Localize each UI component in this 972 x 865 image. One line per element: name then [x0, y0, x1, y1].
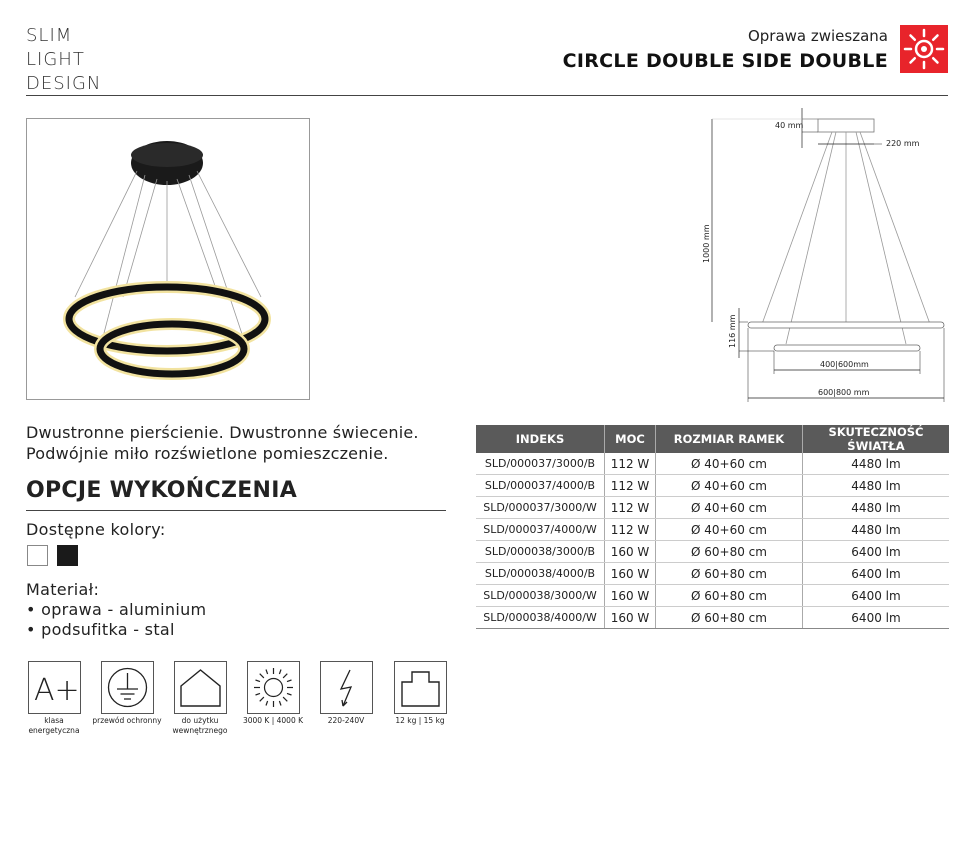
spec-table [476, 425, 949, 629]
table-row [476, 585, 949, 607]
cell-power: 160 W [605, 607, 656, 629]
product-category: Oprawa zwieszana [747, 27, 888, 45]
product-photo [26, 118, 310, 400]
cell-luminous-efficacy: 6400 lm [803, 585, 950, 607]
cell-luminous-efficacy: 6400 lm [803, 607, 950, 629]
cell-index: SLD/000038/3000/W [476, 585, 605, 607]
cell-power: 112 W [605, 519, 656, 541]
cell-power: 160 W [605, 541, 656, 563]
options-divider [26, 510, 446, 511]
table-row [476, 453, 949, 475]
cell-index: SLD/000038/3000/B [476, 541, 605, 563]
cell-index: SLD/000037/3000/W [476, 497, 605, 519]
energy-class-icon [28, 661, 81, 714]
canopy-width-label: 220 mm [886, 139, 920, 148]
cell-index: SLD/000037/4000/W [476, 519, 605, 541]
table-row [476, 519, 949, 541]
cable-length-label: 1000 mm [702, 224, 711, 263]
col-header-power: MOC [605, 425, 656, 453]
product-description: Dwustronne pierścienie. Dwustronne świecenie. Podwójnie miło rozświetlone pomieszczenie. [26, 423, 419, 463]
cell-luminous-efficacy: 6400 lm [803, 541, 950, 563]
weight-caption: 12 kg | 15 kg [395, 716, 445, 725]
material-section [26, 580, 206, 640]
table-header-row [476, 425, 949, 453]
material-label: Materiał: [26, 580, 100, 599]
table-row [476, 475, 949, 497]
cell-power: 112 W [605, 475, 656, 497]
colors-label: Dostępne kolory: [26, 520, 166, 539]
cell-frame-size: Ø 60+80 cm [656, 563, 803, 585]
product-title: CIRCLE DOUBLE SIDE DOUBLE [562, 50, 888, 72]
cell-index: SLD/000038/4000/B [476, 563, 605, 585]
cell-luminous-efficacy: 6400 lm [803, 563, 950, 585]
header-divider [26, 95, 948, 96]
ground-caption: przewód ochronny [92, 716, 162, 725]
cell-luminous-efficacy: 4480 lm [803, 497, 950, 519]
indoor-house-icon [174, 661, 227, 714]
cell-luminous-efficacy: 4480 lm [803, 475, 950, 497]
voltage-caption: 220-240V [327, 716, 365, 725]
cell-power: 112 W [605, 453, 656, 475]
color-swatch-white [27, 545, 48, 566]
options-heading: OPCJE WYKOŃCZENIA [26, 478, 298, 503]
material-item-canopy: • podsufitka - stal [26, 620, 175, 639]
col-header-index: INDEKS [476, 425, 605, 453]
cell-index: SLD/000037/3000/B [476, 453, 605, 475]
color-swatch-black [57, 545, 78, 566]
cell-index: SLD/000038/4000/W [476, 607, 605, 629]
cell-luminous-efficacy: 4480 lm [803, 453, 950, 475]
outer-diameter-label: 600|800 mm [818, 388, 870, 397]
cell-power: 160 W [605, 585, 656, 607]
table-row [476, 497, 949, 519]
ring-gap-label: 116 mm [728, 314, 737, 348]
cell-index: SLD/000037/4000/B [476, 475, 605, 497]
color-temperature-caption: 3000 K | 4000 K [242, 716, 304, 725]
cell-frame-size: Ø 40+60 cm [656, 475, 803, 497]
energy-class-symbol: A+ [34, 673, 80, 708]
col-header-luminous-efficacy: SKUTECZNOŚĆ ŚWIATŁA [803, 425, 950, 453]
voltage-icon [320, 661, 373, 714]
indoor-caption: do użytku wewnętrznego [172, 716, 228, 735]
table-row [476, 541, 949, 563]
canopy-height-label: 40 mm [775, 121, 804, 130]
col-header-frame-size: ROZMIAR RAMEK [656, 425, 803, 453]
cell-power: 112 W [605, 497, 656, 519]
color-temperature-icon [247, 661, 300, 714]
cell-frame-size: Ø 40+60 cm [656, 453, 803, 475]
energy-class-caption: klasa energetyczna [28, 716, 80, 735]
brand-logo [26, 24, 136, 94]
cell-frame-size: Ø 40+60 cm [656, 519, 803, 541]
weight-icon [394, 661, 447, 714]
brand-line-2: DESIGN [26, 73, 102, 94]
cell-frame-size: Ø 40+60 cm [656, 497, 803, 519]
cell-luminous-efficacy: 4480 lm [803, 519, 950, 541]
brand-line-1: SLIM LIGHT [26, 25, 85, 70]
cell-frame-size: Ø 60+80 cm [656, 585, 803, 607]
table-row [476, 607, 949, 629]
cell-power: 160 W [605, 563, 656, 585]
inner-diameter-label: 400|600mm [820, 360, 869, 369]
dimension-drawing [700, 108, 952, 408]
cell-frame-size: Ø 60+80 cm [656, 607, 803, 629]
table-row [476, 563, 949, 585]
cell-frame-size: Ø 60+80 cm [656, 541, 803, 563]
ground-icon [101, 661, 154, 714]
material-item-housing: • oprawa - aluminium [26, 600, 207, 619]
sun-icon [900, 25, 948, 73]
